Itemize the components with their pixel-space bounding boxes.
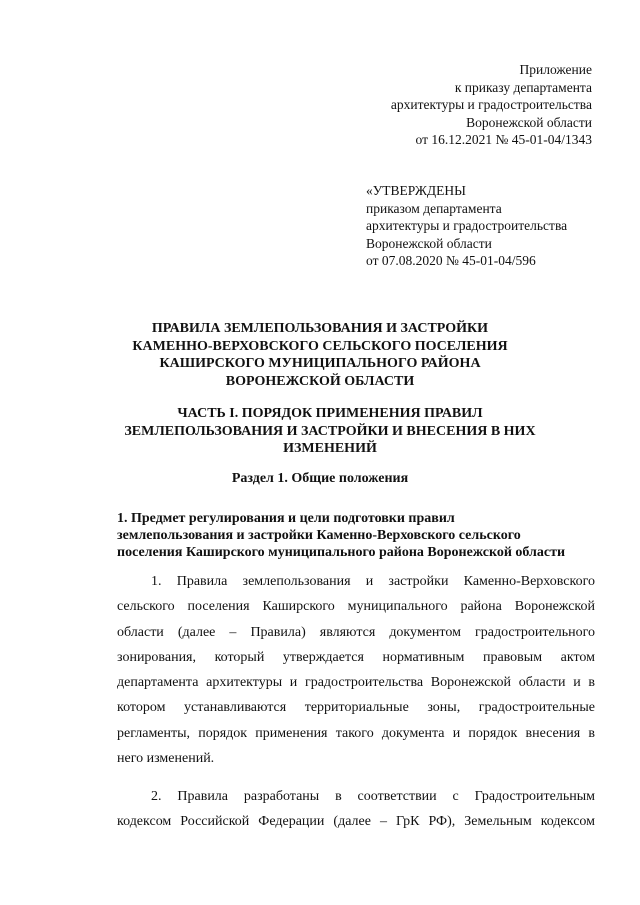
part-line: ЧАСТЬ I. ПОРЯДОК ПРИМЕНЕНИЯ ПРАВИЛ xyxy=(177,406,483,421)
paragraph-line: регламенты, порядок применения такого документа и порядок внесения в xyxy=(117,725,595,741)
paragraph-line: него изменений. xyxy=(117,751,215,767)
part-line: ИЗМЕНЕНИЙ xyxy=(283,441,377,456)
approval-line: архитектуры и градостроительства xyxy=(366,218,568,234)
approval-line: «УТВЕРЖДЕНЫ xyxy=(366,183,466,198)
paragraph-1 xyxy=(117,569,595,771)
article-line: 1. Предмет регулирования и цели подготовки правил xyxy=(117,511,455,526)
paragraph-line: кодексом Российской Федерации (далее – ГрК РФ), Земельным кодексом xyxy=(117,814,595,830)
article-heading xyxy=(117,510,595,561)
appendix-header xyxy=(391,61,592,149)
title-line: ВОРОНЕЖСКОЙ ОБЛАСТИ xyxy=(225,373,415,389)
approval-line: от 07.08.2020 № 45-01-04/596 xyxy=(366,253,536,269)
paragraph-line: 2. Правила разработаны в соответствии с Градостроительным xyxy=(151,789,595,804)
appendix-line: Воронежской области xyxy=(466,114,592,130)
appendix-line: к приказу департамента xyxy=(454,79,592,95)
article-line: поселения Каширского муниципального района Воронежской области xyxy=(117,545,566,560)
paragraph-line: сельского поселения Каширского муниципального района Воронежской xyxy=(117,599,595,615)
appendix-line: от 16.12.2021 № 45-01-04/1343 xyxy=(415,132,592,148)
part-line: ЗЕМЛЕПОЛЬЗОВАНИЯ И ЗАСТРОЙКИ И ВНЕСЕНИЯ В НИХ xyxy=(124,423,536,439)
paragraph-line: 1. Правила землепользования и застройки Каменно-Верховского xyxy=(151,574,595,589)
approval-line: Воронежской области xyxy=(366,235,492,251)
article-line: землепользования и застройки Каменно-Верховского сельского xyxy=(117,528,521,543)
part-heading xyxy=(90,405,570,458)
paragraph-2 xyxy=(117,784,595,835)
paragraph-line: департамента архитектуры и градостроительства Воронежской области и в xyxy=(117,675,595,691)
paragraph-line: области (далее – Правила) являются документом градостроительного xyxy=(117,624,595,640)
paragraph-line: котором устанавливаются территориальные зоны, градостроительные xyxy=(117,700,595,716)
section-heading: Раздел 1. Общие положения xyxy=(231,471,409,486)
appendix-line: архитектуры и градостроительства xyxy=(390,97,592,113)
paragraph-line: зонирования, который утверждается нормативным правовым актом xyxy=(117,649,595,665)
approval-line: приказом департамента xyxy=(366,200,502,216)
title-line: КАМЕННО-ВЕРХОВСКОГО СЕЛЬСКОГО ПОСЕЛЕНИЯ xyxy=(132,338,508,354)
approval-block xyxy=(366,182,567,270)
appendix-line: Приложение xyxy=(519,62,592,77)
title-line: ПРАВИЛА ЗЕМЛЕПОЛЬЗОВАНИЯ И ЗАСТРОЙКИ xyxy=(151,321,489,336)
title-line: КАШИРСКОГО МУНИЦИПАЛЬНОГО РАЙОНА xyxy=(159,356,481,371)
document-title xyxy=(60,320,580,390)
